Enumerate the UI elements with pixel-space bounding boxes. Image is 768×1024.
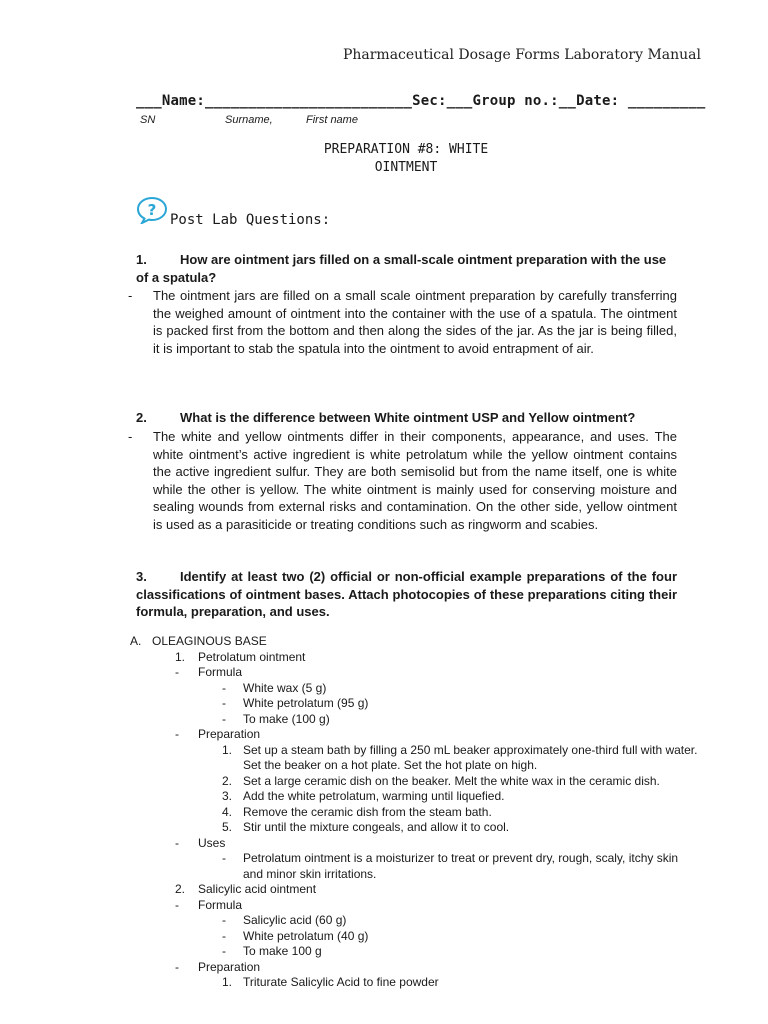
question-text: Identify at least two (2) official or non-official example preparations of the four classifications of ointment bases. Attach photocopies of these preparations citing their formula, preparation, and uses. bbox=[136, 569, 677, 620]
list-item: - Salicylic acid (60 g) bbox=[222, 913, 347, 927]
list-item: - Uses bbox=[175, 835, 226, 850]
list-item: - White petrolatum (40 g) bbox=[222, 928, 369, 943]
list-item: 3. Add the white petrolatum, warming until liquefied. bbox=[222, 789, 505, 803]
question-number: 3. bbox=[136, 569, 147, 584]
label-first-name: First name bbox=[306, 114, 358, 126]
list-item: and minor skin irritations. bbox=[243, 866, 377, 881]
list-item: - Petrolatum ointment is a moisturizer to treat or prevent dry, rough, scaly, itchy skin bbox=[222, 851, 679, 865]
answer-bullet: - bbox=[128, 288, 133, 303]
list-item: 1. Triturate Salicylic Acid to fine powder bbox=[222, 975, 439, 989]
preparation-title bbox=[0, 141, 768, 177]
list-item: - Preparation bbox=[175, 727, 261, 741]
list-item: - Formula bbox=[175, 897, 243, 912]
list-item: - To make 100 g bbox=[222, 944, 322, 958]
answer-bullet: - bbox=[128, 429, 133, 444]
title-line-1: PREPARATION #8: WHITE bbox=[323, 142, 489, 157]
answer-2 bbox=[128, 428, 677, 534]
question-number: 2. bbox=[136, 410, 147, 425]
list-item: - To make (100 g) bbox=[222, 711, 330, 726]
question-number: 1. bbox=[136, 252, 147, 267]
question-1 bbox=[136, 251, 677, 286]
list-item: - Formula bbox=[175, 665, 243, 679]
question-bubble-icon bbox=[136, 196, 168, 224]
ointment-base-outline bbox=[130, 634, 730, 991]
list-item: 1. Set up a steam bath by filling a 250 mL beaker approximately one-third full with water. bbox=[222, 742, 698, 757]
question-3 bbox=[136, 568, 677, 621]
section-heading: Post Lab Questions: bbox=[170, 212, 331, 228]
running-header: Pharmaceutical Dosage Forms Laboratory Manual bbox=[342, 47, 701, 63]
list-item: A. OLEAGINOUS BASE bbox=[130, 634, 267, 648]
student-info-line: ___Name:________________________Sec:___Group no.:__Date: _________ bbox=[136, 93, 706, 109]
svg-text:?: ? bbox=[147, 201, 157, 219]
question-text: What is the difference between White ointment USP and Yellow ointment? bbox=[180, 410, 636, 425]
list-item: 2. Salicylic acid ointment bbox=[175, 882, 317, 896]
list-item: - White petrolatum (95 g) bbox=[222, 696, 369, 710]
question-2 bbox=[136, 409, 677, 427]
list-item: 1. Petrolatum ointment bbox=[175, 649, 306, 664]
list-item: - Preparation bbox=[175, 959, 261, 974]
list-item: 4. Remove the ceramic dish from the steam bath. bbox=[222, 804, 492, 819]
answer-text: The ointment jars are filled on a small scale ointment preparation by carefully transferring the weighed amount of ointment into the container with the use of a spatula. The ointment is packed first from the bottom and then along the sides of the jar. As the jar is being filled, it is important to stab the spatula into the ointment to avoid entrapment of air. bbox=[153, 288, 677, 356]
answer-1 bbox=[128, 287, 677, 357]
label-sn: SN bbox=[140, 114, 156, 126]
list-item: - White wax (5 g) bbox=[222, 680, 327, 695]
list-item: Set the beaker on a hot plate. Set the hot plate on high. bbox=[243, 758, 538, 772]
answer-text: The white and yellow ointments differ in their components, appearance, and uses. The white ointment’s active ingredient is white petrolatum while the yellow ointment contains the active ingredient sulfur. They are both semisolid but from the name itself, one is white while the other is yellow. The white ointment is mainly used for conserving moisture and sealing wounds from external risks and contamination. On the other side, yellow ointment is used as a parasiticide or treating conditions such as ringworm and scabies. bbox=[153, 429, 677, 532]
title-line-2: OINTMENT bbox=[374, 160, 438, 175]
list-item: 5. Stir until the mixture congeals, and allow it to cool. bbox=[222, 820, 510, 834]
question-text: How are ointment jars filled on a small-scale ointment preparation with the use of a spatula? bbox=[136, 252, 667, 285]
list-item: 2. Set a large ceramic dish on the beaker. Melt the white wax in the ceramic dish. bbox=[222, 773, 660, 788]
label-surname: Surname, bbox=[225, 114, 273, 126]
